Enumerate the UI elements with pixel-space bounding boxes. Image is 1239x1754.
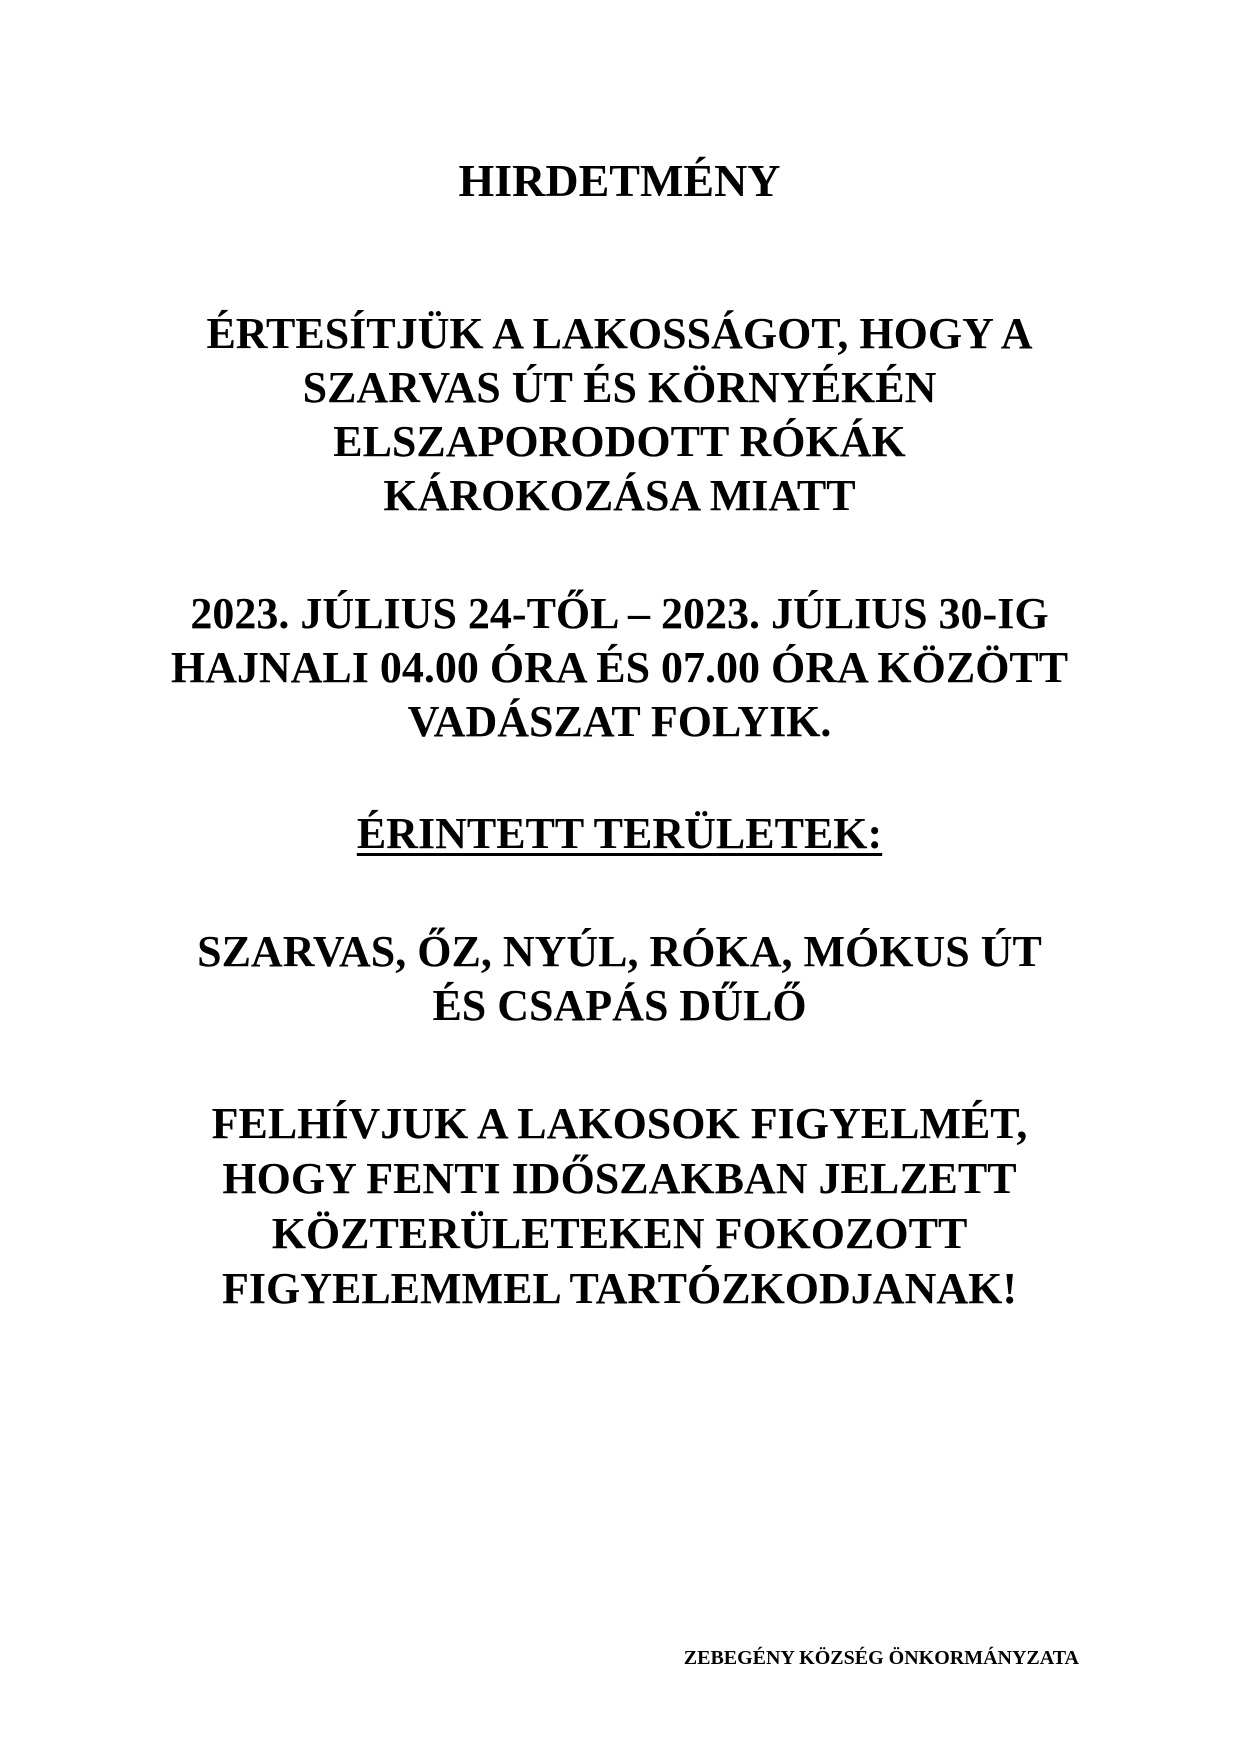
notice-title: HIRDETMÉNY [458,155,781,206]
signature: ZEBEGÉNY KÖZSÉG ÖNKORMÁNYZATA [683,1647,1079,1669]
areas-line-1: SZARVAS, ŐZ, NYÚL, RÓKA, MÓKUS ÚT [197,927,1042,976]
intro-line-3: ELSZAPORODOTT RÓKÁK [333,417,906,466]
intro-line-2: SZARVAS ÚT ÉS KÖRNYÉKÉN [302,363,937,412]
schedule-line-1: 2023. JÚLIUS 24-TŐL – 2023. JÚLIUS 30-IG [190,589,1049,638]
warning-line-2: HOGY FENTI IDŐSZAKBAN JELZETT [222,1154,1017,1203]
intro-line-1: ÉRTESÍTJÜK A LAKOSSÁGOT, HOGY A [206,309,1033,358]
warning-line-4: FIGYELEMMEL TARTÓZKODJANAK! [221,1264,1017,1313]
areas-line-2: ÉS CSAPÁS DŰLŐ [432,981,807,1030]
areas-heading: ÉRINTETT TERÜLETEK: [356,809,883,858]
warning-line-3: KÖZTERÜLETEKEN FOKOZOTT [271,1209,968,1258]
schedule-line-3: VADÁSZAT FOLYIK. [407,697,832,746]
warning-line-1: FELHÍVJUK A LAKOSOK FIGYELMÉT, [211,1099,1028,1148]
intro-line-4: KÁROKOZÁSA MIATT [383,471,856,520]
schedule-line-2: HAJNALI 04.00 ÓRA ÉS 07.00 ÓRA KÖZÖTT [170,643,1069,692]
